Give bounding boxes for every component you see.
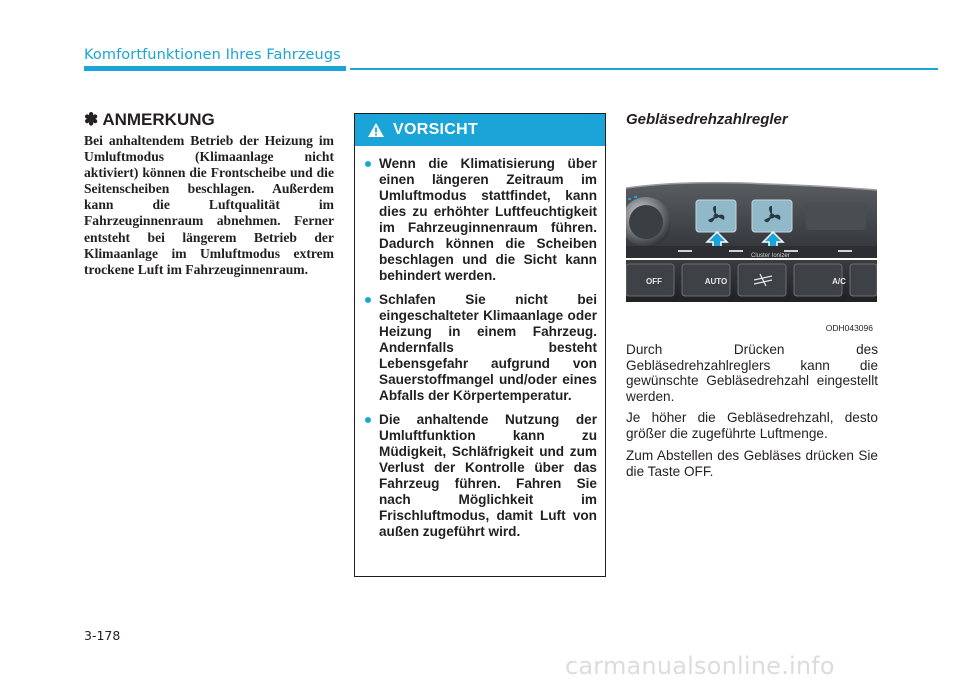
ac-button-label: A/C: [832, 277, 846, 286]
climate-panel-illustration: [626, 140, 877, 336]
caution-label: VORSICHT: [393, 121, 479, 138]
climate-panel-photo: [626, 140, 877, 336]
caution-item-text: Die anhaltende Nutzung der Umluftfunktion kann zu Müdigkeit, Schläfrigkeit und zum Verlust der Kontrolle über das Fahrzeug führen. Fahren Sie nach Möglichkeit im Frischluftmodus, damit Luft von außen zugeführt wird.: [379, 412, 597, 539]
bullet-icon: [365, 417, 371, 423]
page-number: 3-178: [84, 628, 121, 643]
caution-item-text: Schlafen Sie nicht bei eingeschalteter Klimaanlage oder Heizung in einem Fahrzeug. Andernfalls besteht Lebensgefahr aufgrund von Sauerstoffmangel und/oder eines Abfalls der Körpertemperatur.: [379, 292, 597, 403]
paragraph: Je höher die Gebläsedrehzahl, desto größer die zugeführte Luftmenge.: [626, 410, 878, 441]
bullet-icon: [365, 297, 371, 303]
watermark: carmanualsonline.info: [565, 652, 835, 680]
paragraph: Zum Abstellen des Gebläses drücken Sie die Taste OFF.: [626, 448, 878, 479]
header-rule-thin: [350, 68, 938, 70]
warning-triangle-icon: [367, 122, 385, 138]
auto-button-label: AUTO: [704, 277, 728, 286]
paragraph: Durch Drücken des Gebläsedrehzahlreglers kann die gewünschte Gebläsedrehzahl eingestellt werden.: [626, 342, 878, 404]
caution-item: [365, 292, 597, 404]
panel-label: Cluster Ionizer: [751, 253, 790, 259]
caution-box: [354, 113, 606, 577]
off-button-label: OFF: [646, 277, 662, 286]
caution-item-text: Wenn die Klimatisierung über einen längeren Zeitraum im Umluftmodus stattfindet, kann dies zu erhöhter Luftfeuchtigkeit im Fahrzeuginnenraum führen. Dadurch können die Scheiben beschlagen und die Sicht kann behindert werden.: [379, 156, 597, 283]
caution-item: [365, 156, 597, 284]
note-heading: ✽ ANMERKUNG: [84, 110, 215, 129]
caution-item: [365, 412, 597, 540]
bullet-icon: [365, 161, 371, 167]
image-code: ODH043096: [825, 323, 873, 333]
note-text: Bei anhaltendem Betrieb der Heizung im Umluftmodus (Klimaanlage nicht aktiviert) können die Frontscheibe und die Seitenscheiben beschlagen. Außerdem kann die Luftqualität im Fahrzeuginnenraum abnehmen. Ferner entsteht bei längerem Betrieb der Klimaanlage im Umluftmodus extrem trockene Luft im Fahrzeuginnenraum.: [84, 133, 334, 277]
caution-list: [355, 146, 605, 540]
chapter-title: Komfortfunktionen Ihres Fahrzeugs: [84, 47, 341, 63]
caution-header: [355, 114, 605, 146]
section-heading: Gebläsedrehzahlregler: [626, 111, 788, 128]
header-rule-thick: [84, 66, 346, 71]
